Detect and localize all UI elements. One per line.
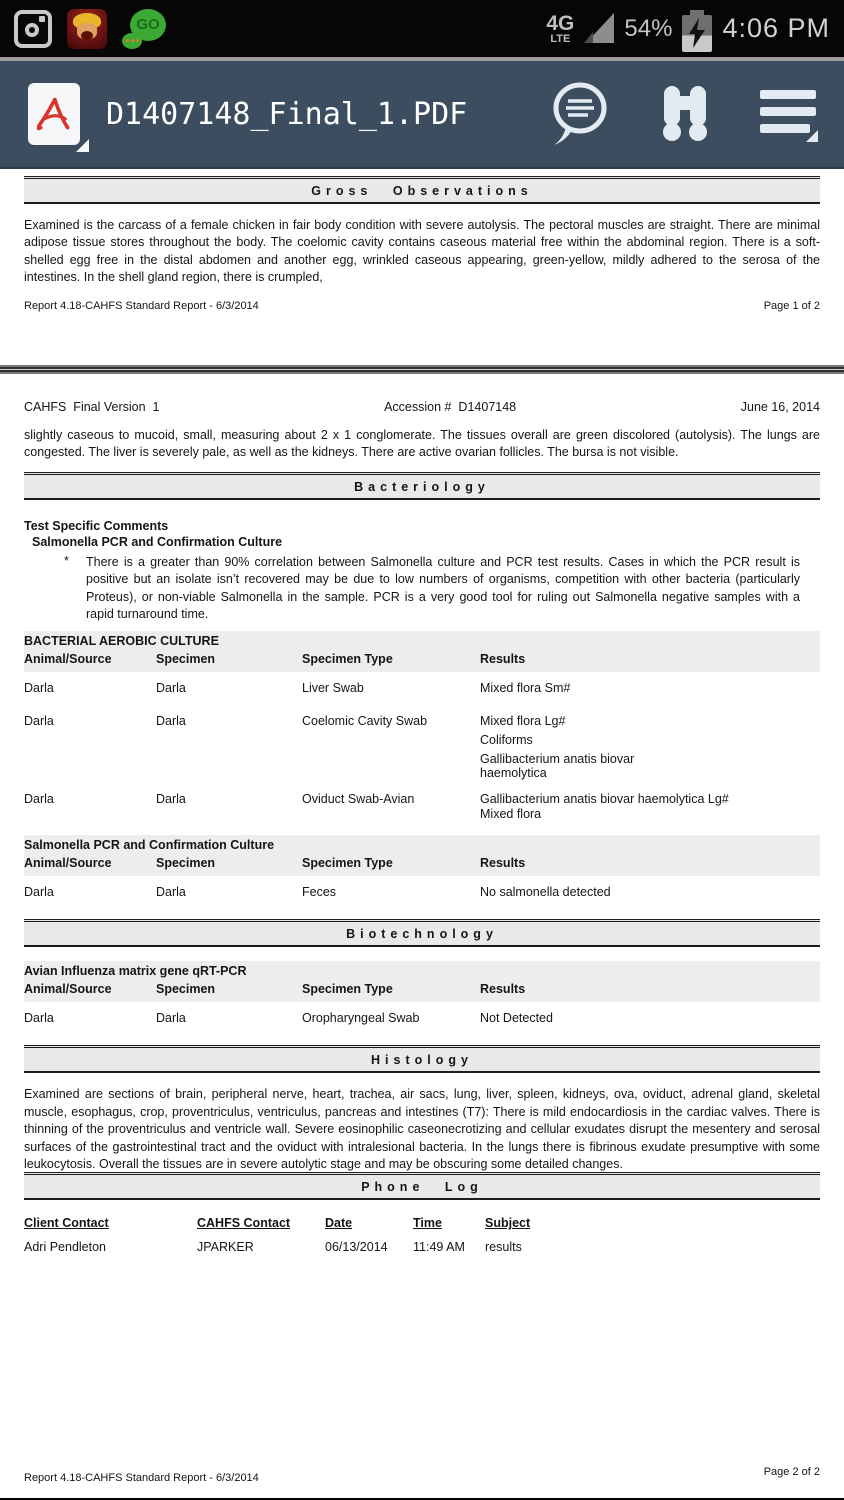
avian-influenza-table-header: Avian Influenza matrix gene qRT-PCR Animal/Source Specimen Specimen Type Results — [24, 961, 820, 1002]
test-specific-comments-title: Test Specific Comments — [24, 518, 169, 533]
camera-lens — [25, 23, 39, 37]
histology-text: Examined are sections of brain, peripheral nerve, heart, trachea, air sacs, lung, liver, spleen, kidneys, ova, oviduct, adrenal gland, skeletal muscle, esophagus, crop, proventriculus, ventriculus, pancreas and intestines (T7): There is mild endocardiosis in the cardiac valves. There is thinning of the proventriculus and ventricle wall. Severe eosinophilic caseonecrotizing and cellular exudates disrupt the mesentery and serosal surfaces of the gastrointestinal tract and the oviduct with intralesional bacteria. In the lungs there is fibrinous exudate presumptive with some leukocytosis. Overall the tissues are in severe autolytic stage and may be obscuring some detailed changes. — [24, 1087, 820, 1172]
phone-log-header-row: Client Contact CAHFS Contact Date Time Subject — [24, 1216, 531, 1231]
table-row: Darla Darla Oropharyngeal Swab Not Detected — [24, 1011, 553, 1026]
lightning-bolt-icon — [687, 18, 707, 48]
report-date: June 16, 2014 — [740, 400, 820, 414]
binoculars-search-icon[interactable] — [658, 84, 712, 144]
page2-footer-report: Report 4.18-CAHFS Standard Report - 6/3/2014 — [24, 1472, 259, 1484]
salmonella-comment-text: There is a greater than 90% correlation between Salmonella culture and PCR test results. Cases in which the PCR result is positive but an isolate isn’t recovered may be due to low numbers of organisms, competition with other bacteria (particularly Proteus), or non-viable Salmonella in the sample. PCR is a very good tool for ruling out Salmonella negative samples with a rapid turnaround time. — [86, 554, 800, 622]
go-sms-bubble: GO — [130, 9, 166, 41]
page1-footer-page-number: Page 1 of 2 — [763, 299, 820, 312]
accession-number: Accession # D1407148 — [384, 400, 517, 414]
table-row: Darla Darla Oviduct Swab-Avian Gallibacterium anatis biovar haemolytica Lg# Mixed flora — [24, 792, 729, 822]
salmonella-table-title: Salmonella PCR and Confirmation Culture — [24, 838, 275, 853]
clash-of-clans-icon — [67, 9, 107, 49]
section-header-biotechnology: Biotechnology — [24, 919, 820, 947]
pdf-page-1 — [0, 169, 844, 365]
battery-charging-icon — [682, 10, 712, 52]
salmonella-comments-subtitle: Salmonella PCR and Confirmation Culture — [32, 534, 283, 549]
go-sms-icon — [122, 9, 166, 49]
menu-dropdown-caret — [806, 130, 818, 142]
instagram-icon — [14, 10, 52, 48]
salmonella-table-header: Salmonella PCR and Confirmation Culture Animal/Source Specimen Specimen Type Results — [24, 835, 820, 876]
report-version: CAHFS Final Version 1 — [24, 400, 160, 414]
bullet-marker: * — [64, 553, 69, 568]
section-header-phone-log: Phone Log — [24, 1172, 820, 1200]
menu-icon[interactable] — [760, 88, 816, 140]
col-specimen: Specimen — [156, 652, 216, 667]
col-specimen-type: Specimen Type — [302, 652, 393, 667]
status-clock: 4:06 PM — [722, 13, 830, 43]
pdf-page-2 — [0, 400, 844, 1500]
table-row: Darla Darla Coelomic Cavity Swab Mixed flora Lg# Coliforms Gallibacterium anatis biovar haemolytica — [24, 714, 635, 781]
col-animal-source: Animal/Source — [24, 652, 112, 667]
page1-footer-report: Report 4.18-CAHFS Standard Report - 6/3/2014 — [24, 299, 259, 312]
aerobic-culture-table-header — [24, 631, 820, 672]
table-row: Darla Darla Liver Swab Mixed flora Sm# — [24, 681, 571, 696]
page2-footer-page-number: Page 2 of 2 — [763, 1466, 820, 1478]
camera-dot — [39, 16, 45, 22]
pdf-document-view[interactable] — [0, 169, 844, 1498]
battery-percent: 54% — [624, 14, 673, 42]
col-results: Results — [480, 652, 526, 667]
comment-bubble-icon[interactable] — [548, 81, 610, 147]
gross-observations-continuation: slightly caseous to mucoid, small, measuring about 2 x 1 conglomerate. The tissues overall are green discolored (autolysis). The lungs are congested. The liver is severely pale, as well as the kidneys. There are active ovarian follicles. The bursa is not visible. — [24, 428, 820, 460]
document-title[interactable]: D1407148_Final_1.PDF — [106, 96, 468, 132]
phone-log-row: Adri Pendleton JPARKER 06/13/2014 11:49 AM results — [24, 1240, 522, 1255]
page-break-divider — [0, 365, 844, 374]
pdf-reader-toolbar — [0, 61, 844, 169]
gross-observations-text: Examined is the carcass of a female chicken in fair body condition with severe autolysis. The pectoral muscles are straight. There are minimal adipose tissue stores throughout the body. The coelomic cavity contains caseous material free within the abdominal region. There is a soft-shelled egg free in the distal abdomen and another egg, wrinkled caseous appearing, green-yellow, mildly adhered to the serosa of the intestines. In the shell gland region, there is crumpled, — [24, 218, 820, 285]
pdf-dropdown-caret — [76, 139, 89, 152]
section-header-gross-observations: Gross Observations — [24, 176, 820, 204]
aerobic-culture-title: BACTERIAL AEROBIC CULTURE — [24, 634, 219, 649]
section-header-bacteriology: Bacteriology — [24, 472, 820, 500]
status-bar[interactable] — [0, 0, 844, 57]
signal-strength-icon — [584, 13, 614, 45]
acrobat-logo — [34, 91, 74, 137]
avian-influenza-title: Avian Influenza matrix gene qRT-PCR — [24, 964, 247, 979]
pdf-file-icon[interactable] — [28, 83, 80, 145]
table-row: Darla Darla Feces No salmonella detected — [24, 885, 611, 900]
notification-icons — [14, 9, 166, 49]
network-type-indicator: 4G LTE — [546, 11, 575, 45]
section-header-histology: Histology — [24, 1045, 820, 1073]
